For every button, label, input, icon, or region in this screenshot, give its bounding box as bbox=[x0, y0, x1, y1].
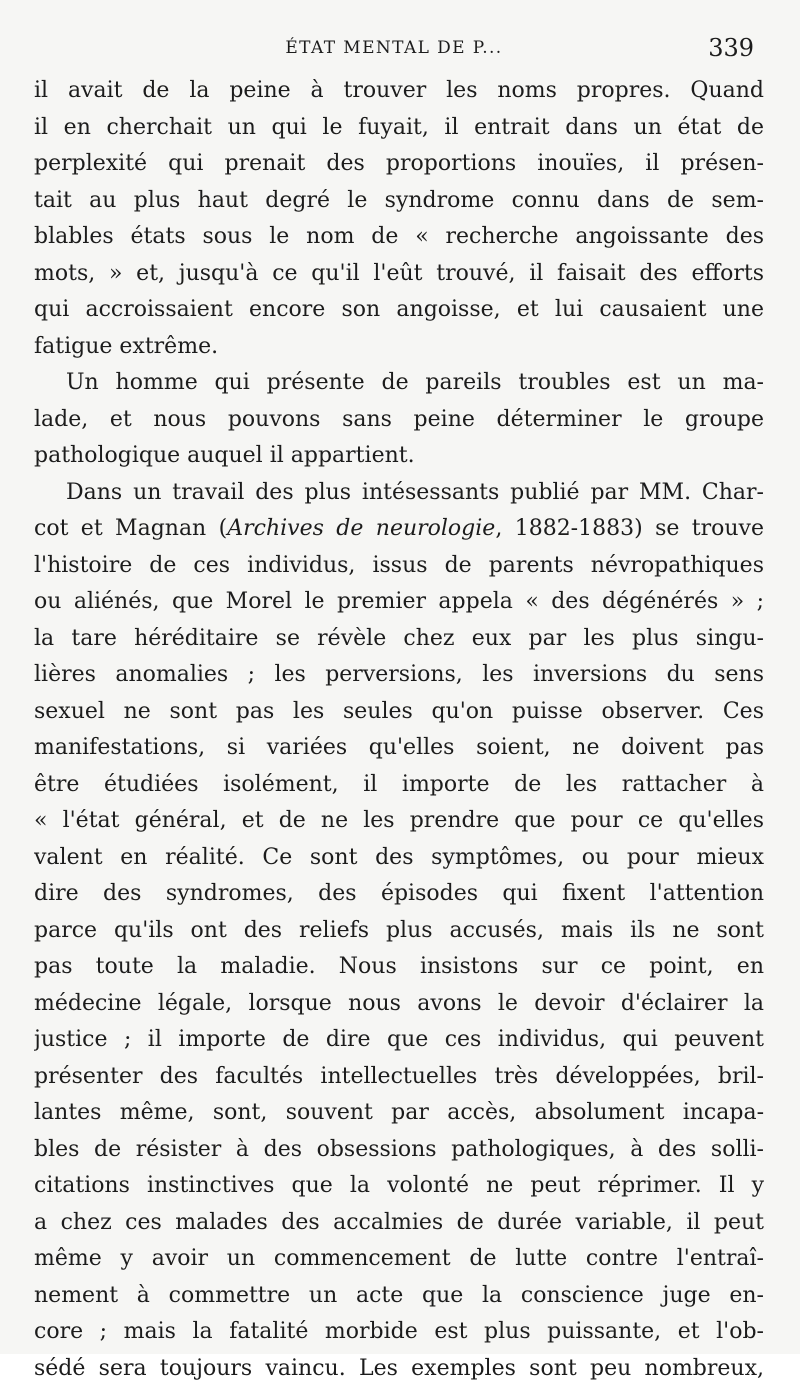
text-line: manifestations, si variées qu'elles soient, ne doivent pas bbox=[34, 730, 764, 767]
text-line: même y avoir un commencement de lutte contre l'entraî- bbox=[34, 1241, 764, 1278]
page-header bbox=[34, 34, 754, 64]
running-title: ÉTAT MENTAL DE P... bbox=[34, 38, 754, 58]
text-line: la tare héréditaire se révèle chez eux par les plus singu- bbox=[34, 621, 764, 658]
text-line: qui accroissaient encore son angoisse, et lui causaient une bbox=[34, 292, 764, 329]
text-line: lières anomalies ; les perversions, les inversions du sens bbox=[34, 657, 764, 694]
text-line: valent en réalité. Ce sont des symptômes, ou pour mieux bbox=[34, 840, 764, 877]
text-line: pathologique auquel il appartient. bbox=[34, 438, 764, 475]
text-line: tait au plus haut degré le syndrome connu dans de sem- bbox=[34, 183, 764, 220]
text-line: il en cherchait un qui le fuyait, il entrait dans un état de bbox=[34, 110, 764, 147]
text-line: l'histoire de ces individus, issus de parents névropathiques bbox=[34, 548, 764, 585]
text-line: core ; mais la fatalité morbide est plus puissante, et l'ob- bbox=[34, 1314, 764, 1351]
text-line: lantes même, sont, souvent par accès, absolument incapa- bbox=[34, 1095, 764, 1132]
text-line: médecine légale, lorsque nous avons le devoir d'éclairer la bbox=[34, 986, 764, 1023]
text-line: blables états sous le nom de « recherche angoissante des bbox=[34, 219, 764, 256]
text-segment: , 1882-1883) se trouve bbox=[495, 516, 764, 541]
text-line: dire des syndromes, des épisodes qui fixent l'attention bbox=[34, 876, 764, 913]
text-line: sédé sera toujours vaincu. Les exemples sont peu nombreux, bbox=[34, 1351, 764, 1387]
text-line: sexuel ne sont pas les seules qu'on puisse observer. Ces bbox=[34, 694, 764, 731]
text-line: justice ; il importe de dire que ces individus, qui peuvent bbox=[34, 1022, 764, 1059]
text-line bbox=[34, 511, 764, 548]
text-segment: cot et Magnan ( bbox=[34, 516, 227, 541]
text-line: pas toute la maladie. Nous insistons sur ce point, en bbox=[34, 949, 764, 986]
text-line: a chez ces malades des accalmies de durée variable, il peut bbox=[34, 1205, 764, 1242]
text-line: « l'état général, et de ne les prendre que pour ce qu'elles bbox=[34, 803, 764, 840]
text-line: nement à commettre un acte que la conscience juge en- bbox=[34, 1278, 764, 1315]
text-line: citations instinctives que la volonté ne peut réprimer. Il y bbox=[34, 1168, 764, 1205]
text-line: fatigue extrême. bbox=[34, 329, 764, 366]
text-line: perplexité qui prenait des proportions inouïes, il présen- bbox=[34, 146, 764, 183]
italic-text: Archives de neurologie bbox=[227, 516, 495, 541]
text-line: Dans un travail des plus intésessants publié par MM. Char- bbox=[34, 475, 764, 512]
text-line: parce qu'ils ont des reliefs plus accusés, mais ils ne sont bbox=[34, 913, 764, 950]
text-line: être étudiées isolément, il importe de les rattacher à bbox=[34, 767, 764, 804]
text-line: il avait de la peine à trouver les noms propres. Quand bbox=[34, 73, 764, 110]
text-line: Un homme qui présente de pareils troubles est un ma- bbox=[34, 365, 764, 402]
text-line: lade, et nous pouvons sans peine déterminer le groupe bbox=[34, 402, 764, 439]
body-text bbox=[34, 73, 764, 1387]
text-line: ou aliénés, que Morel le premier appela « des dégénérés » ; bbox=[34, 584, 764, 621]
page-number: 339 bbox=[708, 34, 754, 62]
text-line: bles de résister à des obsessions pathologiques, à des solli- bbox=[34, 1132, 764, 1169]
text-line: mots, » et, jusqu'à ce qu'il l'eût trouvé, il faisait des efforts bbox=[34, 256, 764, 293]
text-line: présenter des facultés intellectuelles très développées, bril- bbox=[34, 1059, 764, 1096]
